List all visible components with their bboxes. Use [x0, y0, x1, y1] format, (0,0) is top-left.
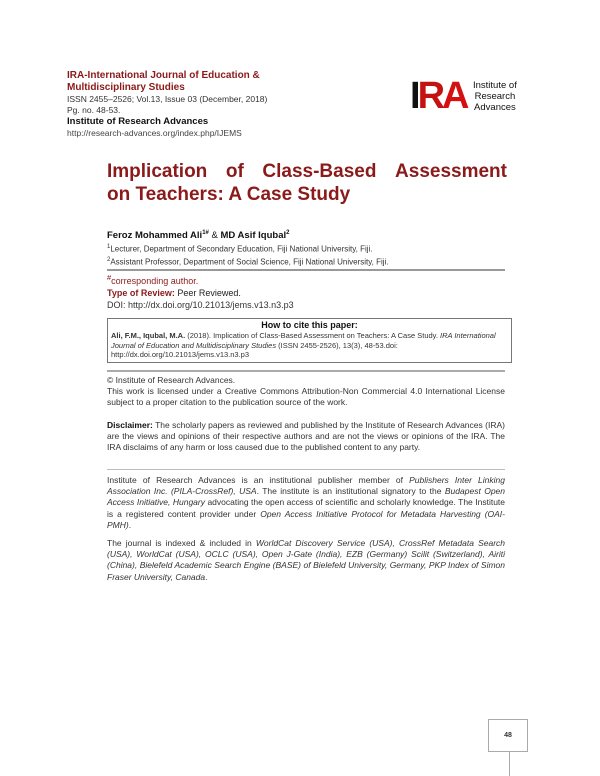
text: .: [128, 519, 132, 530]
title-word: Assessment: [395, 161, 507, 182]
affiliation-sup: 1: [107, 244, 111, 251]
review-type: [107, 287, 507, 299]
text-italic: WorldCat Discovery Service (USA), CrossRef Metadata Search (USA), WorldCat (USA), OCLC (USA), Open J-Gate (India), EZB (Germany) Scilit (Switzerland), Airiti (China), Bielefeld Academic Search Engine (BASE) of Bielefeld University, Germany, PKP Index of Simon Fraser University, Canada: [107, 538, 505, 582]
paper-title: [107, 160, 507, 206]
license-text: This work is licensed under a Creative Commons Attribution-Non Commercial 4.0 International License subject to a proper citation to the publication source of the work.: [107, 386, 505, 407]
text: . The institute is an institutional signatory to the: [256, 486, 445, 497]
author-block: [107, 227, 507, 267]
divider: [107, 469, 505, 470]
author-2-sup: 2: [286, 230, 290, 236]
review-value: Peer Reviewed.: [174, 288, 241, 298]
indexing-block: [107, 538, 505, 583]
citation-authors: Ali, F.M., Iqubal, M.A.: [111, 331, 186, 340]
author-1-sup: 1#: [202, 230, 209, 236]
ira-logo-mark: [410, 75, 467, 117]
corr-text: corresponding author.: [111, 276, 199, 286]
citation-journal: IRA International Journal of Education and Multidisciplinary Studies: [111, 331, 496, 350]
page-number: 48: [504, 732, 512, 739]
publisher-name: Institute of Research Advances: [67, 116, 209, 127]
logo-letter-i: I: [410, 75, 418, 117]
publisher-info-block: [107, 475, 505, 531]
page-number-stem: [509, 752, 510, 776]
title-word: of: [225, 161, 244, 182]
disclaimer-text: The scholarly papers as reviewed and published by the Institute of Research Advances (IRA) are the views and opinions of their respective authors and are not the views or opinions of the IRA. The IRA disclaims of any harm or loss caused due to the published content to any party.: [107, 420, 505, 453]
ira-logo: [410, 75, 550, 117]
license-block: [107, 375, 505, 408]
disclaimer-label: Disclaimer:: [107, 420, 153, 430]
title-line1: [107, 160, 507, 183]
citation-heading: How to cite this paper:: [261, 320, 358, 330]
affiliation-text: Assistant Professor, Department of Social Science, Fiji National University, Fiji.: [110, 257, 389, 267]
text-italic: Publishers Inter Linking Association Inc. (PILA-CrossRef), USA: [107, 475, 505, 497]
author-separator: &: [208, 230, 221, 242]
text-italic: Budapest Open Access Initiative, Hungary: [107, 486, 506, 508]
copyright-line: © Institute of Research Advances.: [107, 375, 236, 385]
text-italic: Open Access Initiative Protocol for Metadata Harvesting (OAI-PMH): [107, 508, 505, 530]
divider: [107, 269, 505, 271]
logo-letter-r: R: [417, 75, 443, 117]
journal-url[interactable]: http://research-advances.org/index.php/IJEMS: [67, 128, 242, 138]
text: advocating the open access of scientific and scholarly knowledge. The Institute is a registered content provider under: [107, 497, 506, 519]
title-word: Class-Based: [262, 161, 377, 182]
logo-text-line: Research: [474, 91, 516, 102]
journal-title-line2: Multidisciplinary Studies: [67, 82, 185, 93]
text: Institute of Research Advances is an institutional publisher member of: [107, 475, 410, 485]
review-label: Type of Review:: [107, 288, 175, 298]
citation-text: [111, 331, 508, 360]
journal-header: [67, 70, 367, 139]
corr-mark: #: [107, 273, 112, 282]
citation-rest: (ISSN 2455-2526), 13(3), 48-53.doi: http://dx.doi.org/10.21013/jems.v13.n3.p3: [111, 340, 398, 359]
divider: [107, 370, 505, 372]
logo-text-line: Institute of: [473, 80, 517, 91]
page-range: Pg. no. 48-53.: [67, 105, 121, 115]
logo-text-line: Advances: [474, 102, 516, 113]
author-names: [107, 227, 507, 242]
title-word: Implication: [107, 161, 208, 182]
affiliation-1: [107, 242, 507, 255]
page-number-box: [488, 719, 528, 752]
logo-text: [473, 80, 517, 113]
text: .: [205, 571, 208, 582]
author-2: MD Asif Iqubal: [220, 230, 287, 242]
issn-line: ISSN 2455–2526; Vol.13, Issue 03 (December, 2018): [67, 94, 268, 104]
text: The journal is indexed & included in: [107, 538, 256, 548]
corresponding-author-note: [107, 272, 507, 287]
disclaimer-block: [107, 420, 505, 454]
logo-letter-a: A: [442, 75, 467, 117]
title-line2: on Teachers: A Case Study: [107, 184, 351, 205]
affiliation-text: Lecturer, Department of Secondary Education, Fiji National University, Fiji.: [110, 244, 373, 254]
citation-box: [107, 318, 512, 363]
affiliation-sup: 2: [107, 256, 111, 263]
journal-title-line1: IRA-International Journal of Education &: [67, 70, 260, 81]
author-1: Feroz Mohammed Ali: [107, 230, 203, 242]
correspondence-block: [107, 272, 507, 311]
affiliation-2: [107, 255, 507, 268]
doi-link[interactable]: DOI: http://dx.doi.org/10.21013/jems.v13.n3.p3: [107, 300, 294, 310]
citation-title: (2018). Implication of Class-Based Assessment on Teachers: A Case Study.: [185, 331, 441, 340]
